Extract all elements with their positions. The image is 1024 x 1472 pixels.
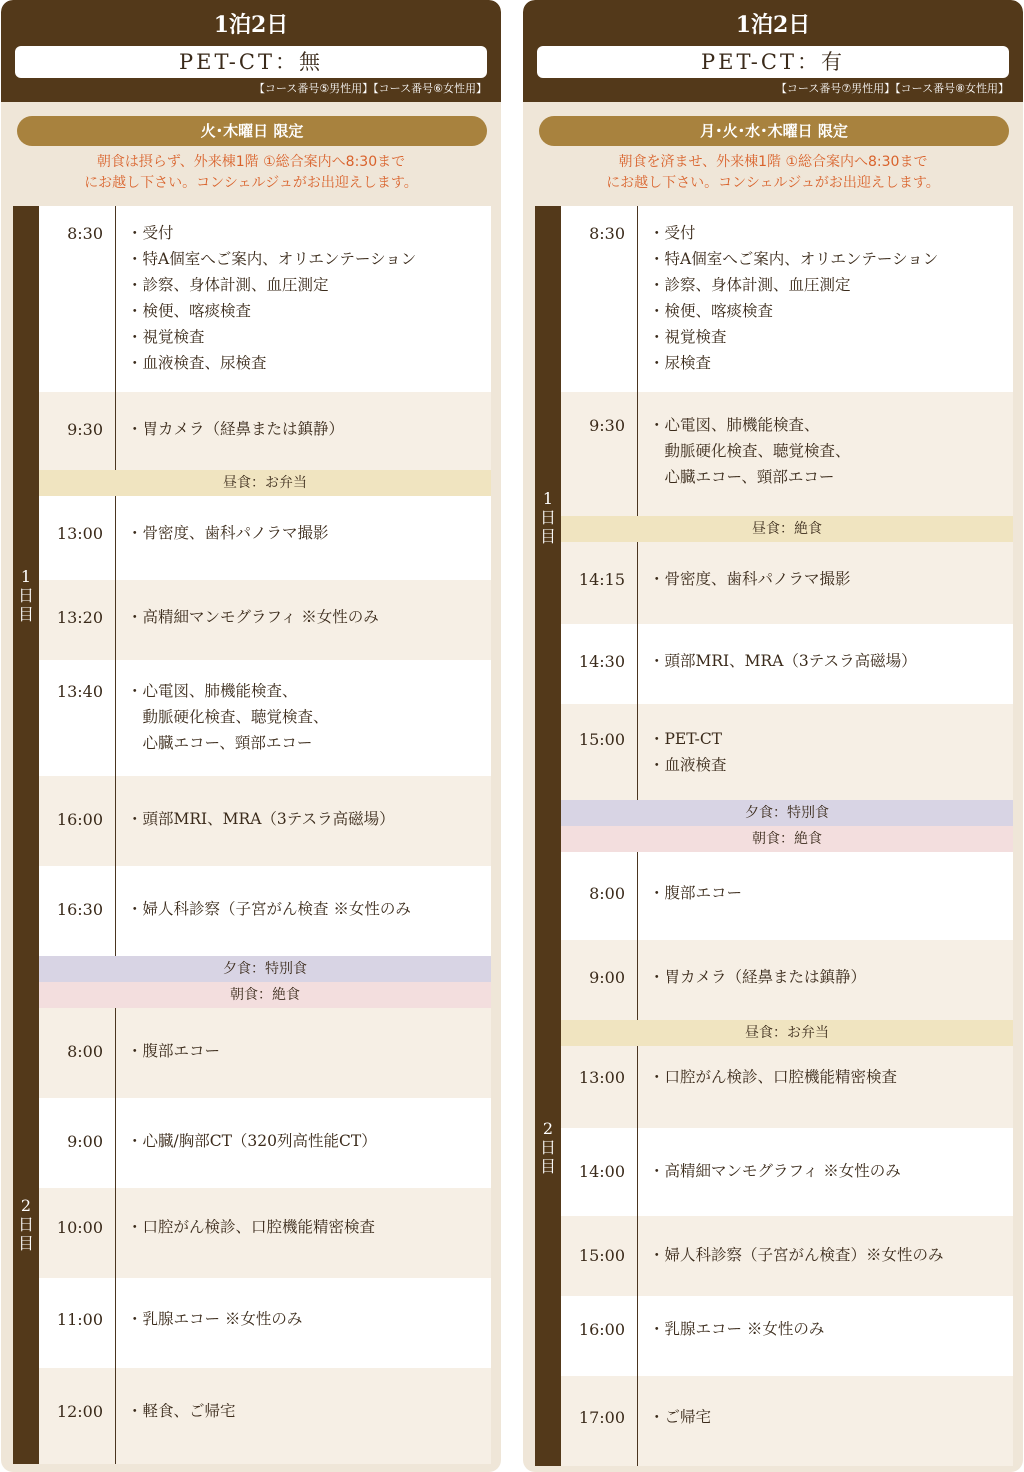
row-divider xyxy=(115,660,116,776)
schedule-row xyxy=(39,392,491,470)
row-divider xyxy=(637,1216,638,1296)
schedule-rows xyxy=(39,206,491,1464)
schedule-row xyxy=(39,1188,491,1278)
panel-header xyxy=(523,0,1023,102)
row-divider xyxy=(637,1296,638,1376)
row-items xyxy=(649,220,1009,376)
row-time: 16:00 xyxy=(578,1320,625,1339)
schedule-row xyxy=(561,1296,1013,1376)
exam-item: ・心電図、肺機能検査、 xyxy=(127,682,298,700)
arrival-notice xyxy=(21,152,481,194)
row-time: 13:40 xyxy=(56,682,103,701)
row-items xyxy=(127,1038,487,1064)
row-items xyxy=(649,1064,1009,1090)
exam-item: ・口腔がん検診、口腔機能精密検査 xyxy=(127,1218,376,1236)
exam-item: ・心電図、肺機能検査、 xyxy=(649,416,820,434)
arrival-notice xyxy=(543,152,1003,194)
notice-line-1: 朝食は摂らず、外来棟1階 ①総合案内へ8:30まで xyxy=(96,154,406,170)
exam-item: ・診察、身体計測、血圧測定 xyxy=(649,276,851,294)
row-time: 14:00 xyxy=(578,1162,625,1181)
row-items xyxy=(127,678,487,756)
schedule-rows xyxy=(561,206,1013,1466)
row-divider xyxy=(637,1046,638,1128)
schedule-row xyxy=(39,1368,491,1464)
row-divider xyxy=(637,624,638,704)
row-time: 12:00 xyxy=(56,1402,103,1421)
meal-bar-lunch: 昼食：お弁当 xyxy=(561,1020,1013,1046)
course-panel-pet-ct-included xyxy=(523,0,1023,1472)
row-time: 9:00 xyxy=(589,968,625,987)
row-divider xyxy=(115,866,116,956)
row-divider xyxy=(115,1188,116,1278)
exam-item: ・診察、身体計測、血圧測定 xyxy=(127,276,329,294)
available-days-pill: 火･木曜日 限定 xyxy=(17,116,487,146)
row-items xyxy=(127,1306,487,1332)
exam-item: ・尿検査 xyxy=(649,354,712,372)
row-items xyxy=(127,1398,487,1424)
exam-item: ・血液検査、尿検査 xyxy=(127,354,267,372)
row-divider xyxy=(637,206,638,392)
row-divider xyxy=(637,940,638,1020)
meal-bar-breakfast: 朝食：絶食 xyxy=(561,826,1013,852)
row-divider xyxy=(637,704,638,800)
schedule-row xyxy=(39,580,491,660)
row-items xyxy=(649,964,1009,990)
exam-item: ・口腔がん検診、口腔機能精密検査 xyxy=(649,1068,898,1086)
row-items xyxy=(127,604,487,630)
exam-item: ・軽食、ご帰宅 xyxy=(127,1402,236,1420)
row-items xyxy=(649,648,1009,674)
row-items xyxy=(649,566,1009,592)
row-items xyxy=(649,1316,1009,1342)
notice-line-2: にお越し下さい。コンシェルジュがお出迎えします。 xyxy=(84,175,418,191)
meal-bar-lunch: 昼食：絶食 xyxy=(561,516,1013,542)
row-divider xyxy=(637,1376,638,1466)
notice-line-2: にお越し下さい。コンシェルジュがお出迎えします。 xyxy=(606,175,940,191)
pet-ct-label: PET-CT：有 xyxy=(537,46,1009,78)
schedule-row xyxy=(561,206,1013,392)
exam-item: ・婦人科診察（子宮がん検査 ※女性のみ xyxy=(127,900,411,918)
schedule-row xyxy=(39,776,491,866)
exam-item: ・受付 xyxy=(127,224,174,242)
day-1-label: 1 日 目 xyxy=(13,206,39,984)
exam-item: 心臓エコー、頸部エコー xyxy=(127,734,313,752)
row-items xyxy=(649,412,1009,490)
exam-item: ・特A個室へご案内、オリエンテーション xyxy=(649,250,939,268)
schedule-row xyxy=(39,1098,491,1188)
schedule-row xyxy=(561,542,1013,624)
stay-duration-title: 1泊2日 xyxy=(213,12,289,38)
row-time: 8:00 xyxy=(589,884,625,903)
notice-line-1: 朝食を済ませ、外来棟1階 ①総合案内へ8:30まで xyxy=(618,154,928,170)
exam-item: 心臓エコー、頸部エコー xyxy=(649,468,835,486)
row-time: 16:00 xyxy=(56,810,103,829)
exam-item: ・腹部エコー xyxy=(127,1042,221,1060)
row-time: 15:00 xyxy=(578,1246,625,1265)
row-divider xyxy=(115,206,116,392)
row-time: 14:15 xyxy=(578,570,625,589)
schedule-row xyxy=(561,392,1013,516)
exam-item: ・PET-CT xyxy=(649,730,723,748)
panel-header xyxy=(1,0,501,102)
row-items xyxy=(127,416,487,442)
row-divider xyxy=(115,1368,116,1464)
exam-item: ・心臓/胸部CT（320列高性能CT） xyxy=(127,1132,377,1150)
course-panel-pet-ct-none xyxy=(1,0,501,1472)
row-items xyxy=(127,1214,487,1240)
row-divider xyxy=(115,1098,116,1188)
row-items xyxy=(127,896,487,922)
exam-item: ・胃カメラ（経鼻または鎮静） xyxy=(127,420,345,438)
row-time: 16:30 xyxy=(56,900,103,919)
course-number-note: 【コース番号⑦男性用】【コース番号⑧女性用】 xyxy=(775,82,1009,95)
exam-item: ・高精細マンモグラフィ ※女性のみ xyxy=(127,608,379,626)
schedule-row xyxy=(561,1046,1013,1128)
row-divider xyxy=(115,776,116,866)
row-divider xyxy=(115,1278,116,1368)
schedule-row xyxy=(39,1278,491,1368)
schedule-row xyxy=(39,866,491,956)
row-time: 9:00 xyxy=(67,1132,103,1151)
meal-bar-breakfast: 朝食：絶食 xyxy=(39,982,491,1008)
row-time: 15:00 xyxy=(578,730,625,749)
row-time: 13:20 xyxy=(56,608,103,627)
stay-duration-title: 1泊2日 xyxy=(735,12,811,38)
exam-item: ・胃カメラ（経鼻または鎮静） xyxy=(649,968,867,986)
schedule-row xyxy=(39,496,491,580)
meal-bar-lunch: 昼食：お弁当 xyxy=(39,470,491,496)
row-time: 9:30 xyxy=(589,416,625,435)
exam-item: ・検便、喀痰検査 xyxy=(649,302,774,320)
schedule-row xyxy=(39,1008,491,1098)
row-time: 17:00 xyxy=(578,1408,625,1427)
available-days-pill: 月･火･水･木曜日 限定 xyxy=(539,116,1009,146)
row-divider xyxy=(637,852,638,940)
exam-item: ・ご帰宅 xyxy=(649,1408,712,1426)
row-time: 8:30 xyxy=(589,224,625,243)
exam-item: ・腹部エコー xyxy=(649,884,743,902)
row-time: 13:00 xyxy=(56,524,103,543)
row-time: 9:30 xyxy=(67,420,103,439)
pet-ct-label: PET-CT：無 xyxy=(15,46,487,78)
row-items xyxy=(649,1158,1009,1184)
row-time: 8:00 xyxy=(67,1042,103,1061)
exam-item: ・骨密度、歯科パノラマ撮影 xyxy=(649,570,851,588)
row-items xyxy=(127,520,487,546)
row-divider xyxy=(115,580,116,660)
schedule-row xyxy=(561,1376,1013,1466)
schedule-row xyxy=(561,1128,1013,1216)
day-2-label: 2 日 目 xyxy=(535,828,561,1466)
schedule-row xyxy=(39,206,491,392)
exam-item: ・視覚検査 xyxy=(127,328,205,346)
exam-item: ・乳腺エコー ※女性のみ xyxy=(649,1320,825,1338)
meal-bar-dinner: 夕食：特別食 xyxy=(39,956,491,982)
row-items xyxy=(649,880,1009,906)
row-items xyxy=(649,1404,1009,1430)
exam-item: ・検便、喀痰検査 xyxy=(127,302,252,320)
course-number-note: 【コース番号⑤男性用】【コース番号⑥女性用】 xyxy=(253,82,487,95)
row-divider xyxy=(115,1008,116,1098)
schedule-row xyxy=(39,660,491,776)
schedule-row xyxy=(561,624,1013,704)
schedule-row xyxy=(561,852,1013,940)
exam-item: ・頭部MRI、MRA（3テスラ高磁場） xyxy=(127,810,395,828)
exam-item: 動脈硬化検査、聴覚検査、 xyxy=(649,442,851,460)
exam-item: ・婦人科診察（子宮がん検査）※女性のみ xyxy=(649,1246,944,1264)
row-divider xyxy=(637,1128,638,1216)
row-divider xyxy=(115,392,116,470)
row-items xyxy=(649,1242,1009,1268)
exam-item: ・特A個室へご案内、オリエンテーション xyxy=(127,250,417,268)
row-time: 13:00 xyxy=(578,1068,625,1087)
row-time: 10:00 xyxy=(56,1218,103,1237)
row-time: 8:30 xyxy=(67,224,103,243)
row-items xyxy=(127,806,487,832)
row-items xyxy=(649,726,1009,778)
day-1-label: 1 日 目 xyxy=(535,206,561,828)
exam-item: 動脈硬化検査、聴覚検査、 xyxy=(127,708,329,726)
row-time: 14:30 xyxy=(578,652,625,671)
row-time: 11:00 xyxy=(56,1310,103,1329)
row-items xyxy=(127,1128,487,1154)
meal-bar-dinner: 夕食：特別食 xyxy=(561,800,1013,826)
schedule-row xyxy=(561,1216,1013,1296)
exam-item: ・高精細マンモグラフィ ※女性のみ xyxy=(649,1162,901,1180)
row-items xyxy=(127,220,487,376)
exam-item: ・受付 xyxy=(649,224,696,242)
row-divider xyxy=(115,496,116,580)
exam-item: ・血液検査 xyxy=(649,756,727,774)
exam-item: ・骨密度、歯科パノラマ撮影 xyxy=(127,524,329,542)
schedule-row xyxy=(561,940,1013,1020)
schedule-row xyxy=(561,704,1013,800)
exam-item: ・乳腺エコー ※女性のみ xyxy=(127,1310,303,1328)
row-divider xyxy=(637,542,638,624)
day-2-label: 2 日 目 xyxy=(13,984,39,1464)
exam-item: ・視覚検査 xyxy=(649,328,727,346)
row-divider xyxy=(637,392,638,516)
exam-item: ・頭部MRI、MRA（3テスラ高磁場） xyxy=(649,652,917,670)
